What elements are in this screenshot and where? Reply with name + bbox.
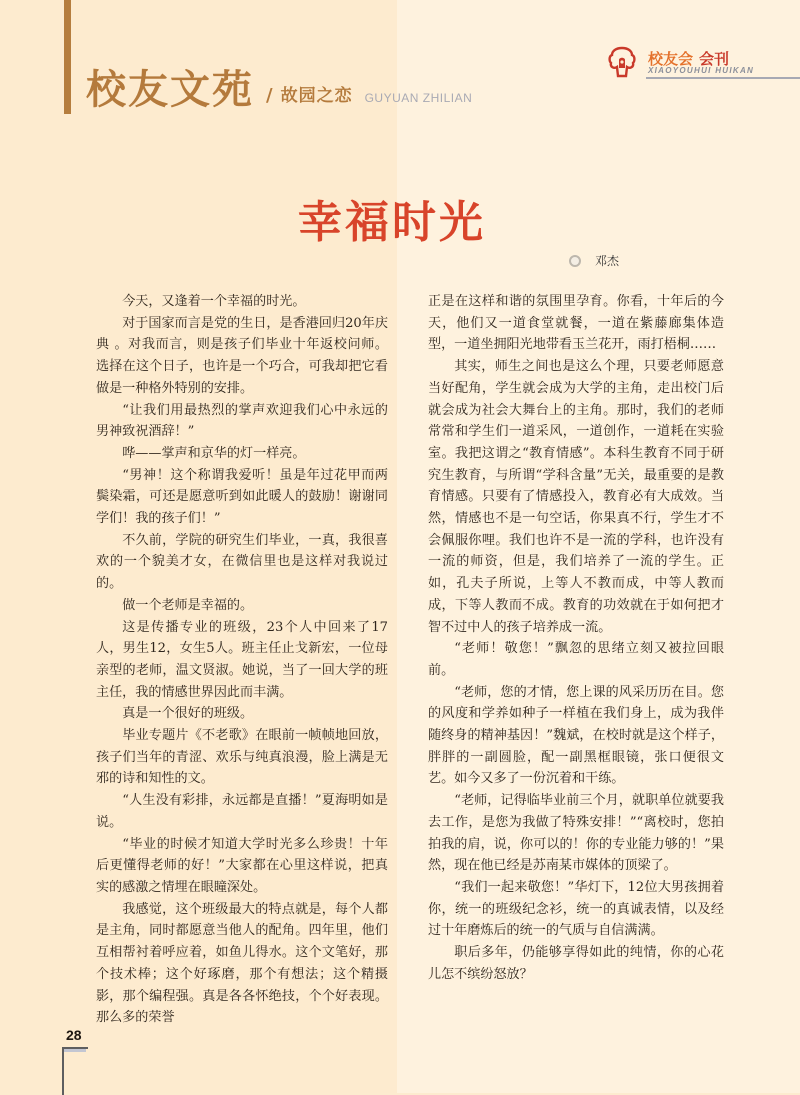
paragraph: 正是在这样和谐的氛围里孕育。你看，十年后的今天，他们又一道食堂就餐，一道在紫藤廊集体造型，一道坐拥阳光地带看玉兰花开，雨打梧桐…… — [428, 294, 724, 353]
section-subtitle: 故园之恋 — [280, 86, 353, 106]
paragraph: 真是一个很好的班级。 — [122, 706, 254, 722]
paragraph: “老师，您的才情，您上课的风采历历在目。您的风度和学养如种子一样植在我们身上，成为我伴随终身的精神基因！”魏斌，在校时就是这个样子，胖胖的一副圆脸，配一副黑框眼镜，张口便很文艺。如今又多了一份沉着和干练。 — [428, 684, 724, 787]
paragraph: “让我们用最热烈的掌声欢迎我们心中永远的男神致祝酒辞！” — [96, 402, 388, 440]
section-accent-bar — [64, 0, 71, 114]
paragraph: 这是传播专业的班级，23个人中回来了17人，男生12，女生5人。班主任止戈新宏，一位母亲型的老师，温文贤淑。她说，当了一回大学的班主任，我的情感世界因此而丰满。 — [96, 619, 388, 700]
paragraph: “老师，记得临毕业前三个月，就职单位就要我去工作，是您为我做了特殊安排！”“离校时，您拍拍我的肩，说，你可以的！你的专业能力够的！”果然，现在他已经是苏南某市媒体的顶梁了。 — [428, 793, 724, 874]
brand-name-part2: 会刊 — [699, 50, 730, 68]
brand-pinyin: XIAOYOUHUI HUIKAN — [648, 66, 755, 75]
brand-name-part1: 校友会 — [648, 50, 694, 68]
tree-logo-icon — [608, 46, 636, 78]
brand-underline — [646, 77, 800, 79]
paragraph: “人生没有彩排，永远都是直播！”夏海明如是说。 — [96, 793, 388, 830]
paragraph: “男神！这个称谓我爱听！虽是年过花甲而两鬓染霜，可还是愿意听到如此暖人的鼓励！谢谢同学们！我的孩子们！” — [96, 467, 388, 527]
paragraph: 哗——掌声和京华的灯一样亮。 — [122, 445, 306, 461]
page-number: 28 — [66, 1027, 82, 1043]
circle-bullet-icon — [569, 255, 581, 267]
paragraph: “毕业的时候才知道大学时光多么珍贵！十年后更懂得老师的好！”大家都在心里这样说，把真实的感激之情埋在眼瞳深处。 — [96, 836, 388, 895]
section-header — [86, 62, 472, 112]
paragraph: 职后多年，仍能够享得如此的纯情，你的心花儿怎不缤纷怒放？ — [428, 945, 724, 982]
section-pinyin: GUYUAN ZHILIAN — [364, 91, 473, 105]
section-divider-slash: / — [266, 85, 273, 106]
paragraph: 对于国家而言是党的生日，是香港回归20年庆典 。对我而言，则是孩子们毕业十年返校问师。选择在这个日子，也许是一个巧合，可我却把它看做是一种格外特别的安排。 — [96, 315, 388, 396]
paragraph: 我感觉，这个班级最大的特点就是，每个人都是主角，同时都愿意当他人的配角。四年里，他们互相帮衬着呼应着，如鱼儿得水。这个文笔好，那个技术棒；这个好琢磨，那个有想法；这个精摄影，那个编程强。真是各各怀绝技，个个好表现。那么多的荣誉 — [96, 901, 388, 1026]
paragraph: 其实，师生之间也是这么个理，只要老师愿意当好配角，学生就会成为大学的主角，走出校门后就会成为社会大舞台上的主角。那时，我们的老师常常和学生们一道采风，一道创作，一道耗在实验室。我把这谓之“教育情感”。本科生教育不同于研究生教育，与所谓“学科含量”无关，最重要的是教育情感。只要有了情感投入，教育必有大成效。当然，情感也不是一句空话，你果真不行，学生才不会佩服你哩。我们也许不是一流的学科，也许没有一流的师资，但是，我们培养了一流的学生。正如，孔夫子所说，上等人不教而成，中等人教而成，下等人教而不成。教育的功效就在于如何把才智不过中人的孩子培养成一流。 — [428, 359, 724, 635]
paragraph: 不久前，学院的研究生们毕业，一真，我很喜欢的一个貌美才女，在微信里也是这样对我说过的。 — [96, 532, 388, 592]
paragraph: 做一个老师是幸福的。 — [122, 597, 254, 613]
section-title: 校友文苑 — [86, 67, 254, 113]
byline — [569, 252, 619, 269]
magazine-brand — [608, 44, 800, 82]
paragraph: 今天，又逢着一个幸福的时光。 — [122, 294, 306, 309]
paragraph: “我们一起来敬您！”华灯下，12位大男孩拥着你，统一的班级纪念衫，统一的真诚表情，以及经过十年磨炼后的统一的气质与自信满满。 — [428, 879, 724, 939]
paragraph: 毕业专题片《不老歌》在眼前一帧帧地回放，孩子们当年的青涩、欢乐与纯真浪漫，脸上满是无邪的诗和知性的文。 — [96, 728, 388, 787]
article-title: 幸福时光 — [298, 197, 486, 248]
paragraph: “老师！敬您！”飘忽的思绪立刻又被拉回眼前。 — [428, 641, 724, 678]
article-column-left — [96, 291, 388, 1029]
author-name: 邓杰 — [595, 254, 620, 268]
article-column-right — [428, 291, 724, 986]
page-corner-mark — [62, 1047, 88, 1095]
